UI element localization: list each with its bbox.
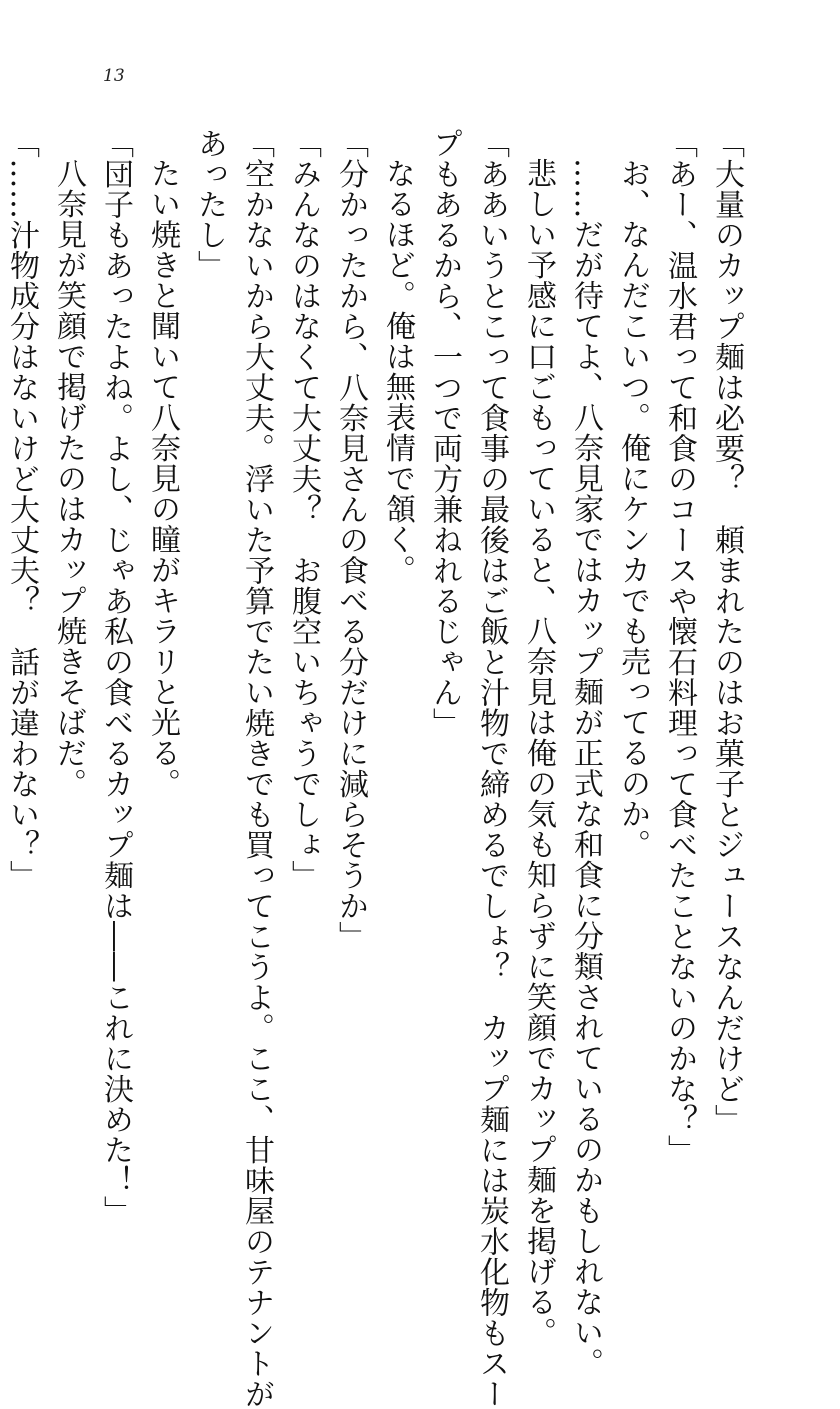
text-line: 「分かったから、八奈見さんの食べる分だけに減らそうか」 [333, 128, 368, 952]
text-line: 「あー、温水君って和食のコースや懐石料理って食べたことないのかな？」 [662, 128, 697, 1165]
text-line: ……だが待てよ、八奈見家ではカップ麺が正式な和食に分類されているのかもしれない。 [568, 158, 603, 1378]
text-line: あったし」 [192, 128, 227, 281]
text-line: プもあるから、一つで両方兼ねれるじゃん」 [427, 128, 462, 738]
text-line: 悲しい予感に口ごもっていると、八奈見は俺の気も知らずに笑顔でカップ麺を掲げる。 [521, 158, 556, 1348]
text-line: 「大量のカップ麺は必要？ 頼まれたのはお菓子とジュースなんだけど」 [709, 128, 744, 1135]
text-line: 「……汁物成分はないけど大丈夫？ 話が違わない？」 [4, 128, 39, 891]
text-line: 「ああいうとこって食事の最後はご飯と汁物で締めるでしょ？ カップ麺には炭水化物もスー [474, 128, 509, 1409]
page-number: 13 [103, 66, 125, 86]
text-line: 「空かないから大丈夫。浮いた予算でたい焼きでも買ってこうよ。ここ、甘味屋のテナントが [239, 128, 274, 1409]
text-line: 「団子もあったよね。よし、じゃあ私の食べるカップ麺は――これに決めた！」 [98, 128, 133, 1226]
text-line: なるほど。俺は無表情で頷く。 [380, 158, 415, 585]
text-line: お、なんだこいつ。俺にケンカでも売ってるのか。 [615, 158, 650, 860]
vertical-body-text [4, 128, 750, 1409]
text-line: 「みんなのはなくて大丈夫？ お腹空いちゃうでしょ」 [286, 128, 321, 891]
text-line: 八奈見が笑顔で掲げたのはカップ焼きそばだ。 [51, 158, 86, 799]
text-line: たい焼きと聞いて八奈見の瞳がキラリと光る。 [145, 158, 180, 799]
